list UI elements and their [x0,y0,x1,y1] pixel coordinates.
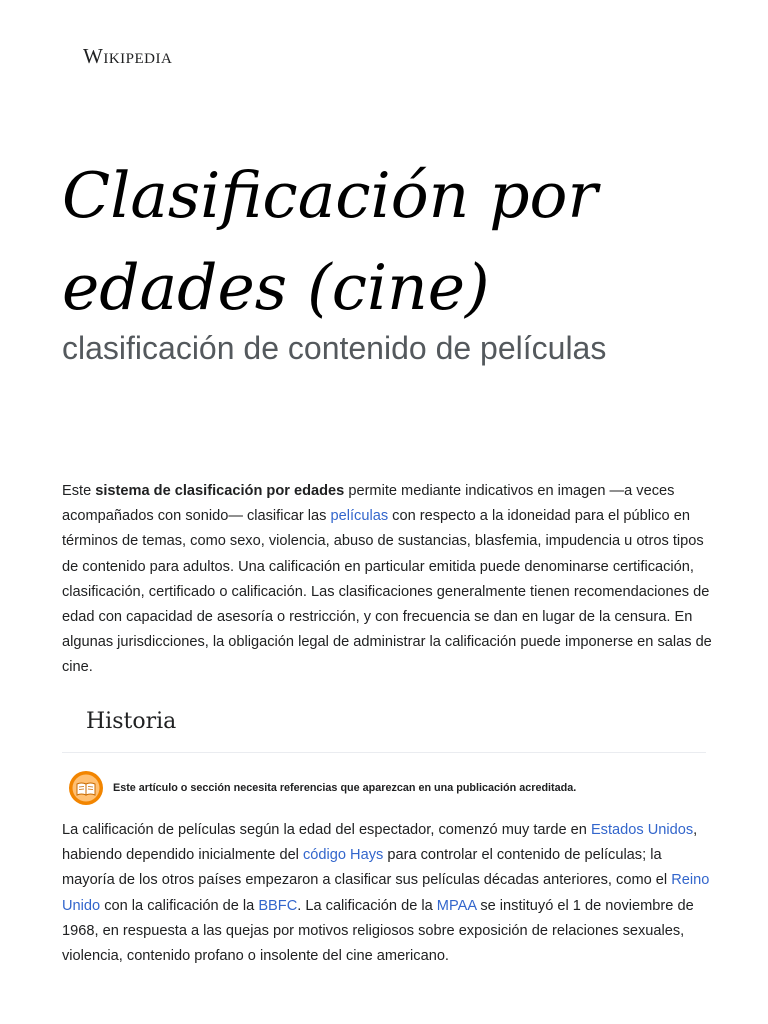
link-codigo-hays[interactable]: código Hays [302,847,384,864]
link-bbfc[interactable]: BBFC [258,897,298,914]
link-estados-unidos[interactable]: Estados Unidos [590,822,694,838]
link-reino-unido[interactable]: Reino Unido [62,872,710,914]
references-notice-text: Este artículo o sección necesita referencias que aparezcan en una publicación acreditada. [113,782,577,794]
intro-bold-term: sistema de clasificación por edades [95,483,345,499]
wikipedia-logo[interactable]: Wikipedia [83,44,173,68]
intro-text-1: Este [62,483,96,499]
page-subtitle: clasificación de contenido de películas [62,330,607,366]
link-mpaa[interactable]: MPAA [436,897,477,914]
historia-text-2: , habiendo dependido inicialmente del [62,822,698,864]
link-peliculas[interactable]: películas [330,508,389,525]
historia-text-6: se instituyó el 1 de noviembre de 1968, en respuesta a las quejas por motivos religiosos sobre exposición de relaciones sexuales, violencia, contenido profano o insolente del cine americano. [62,897,694,965]
references-notice [68,770,708,806]
intro-paragraph [62,479,712,681]
historia-text-4: con la calificación de la [100,897,259,914]
section-heading-historia[interactable]: Historia [62,703,706,753]
intro-text-3: con respecto a la idoneidad para el público en términos de temas, como sexo, violencia, abuso de sustancias, blasfemia, impudencia u otros tipos de contenido para adultos. Una calificación en particular emitida puede denominarse certificación, clasificación, certificado o calificación. Las clasificaciones generalmente tienen recomendaciones de edad con capacidad de asesoría o restricción, y con frecuencia se dan en lugar de la censura. En algunas jurisdicciones, la obligación legal de administrar la calificación puede imponerse en salas de cine. [62,508,712,676]
historia-text-1: La calificación de películas según la edad del espectador, comenzó muy tarde en [62,822,591,838]
historia-text-3: para controlar el contenido de películas; la mayoría de los otros países empezaron a clasificar sus películas décadas anteriores, como el [62,847,672,889]
intro-text-2: permite mediante indicativos en imagen —a veces acompañados con sonido— clasificar las [62,483,675,525]
historia-text-5: . La calificación de la [297,897,437,914]
page-title: Clasificación por edades (cine) [62,159,598,324]
historia-paragraph [62,818,712,969]
book-citation-icon [68,770,104,806]
